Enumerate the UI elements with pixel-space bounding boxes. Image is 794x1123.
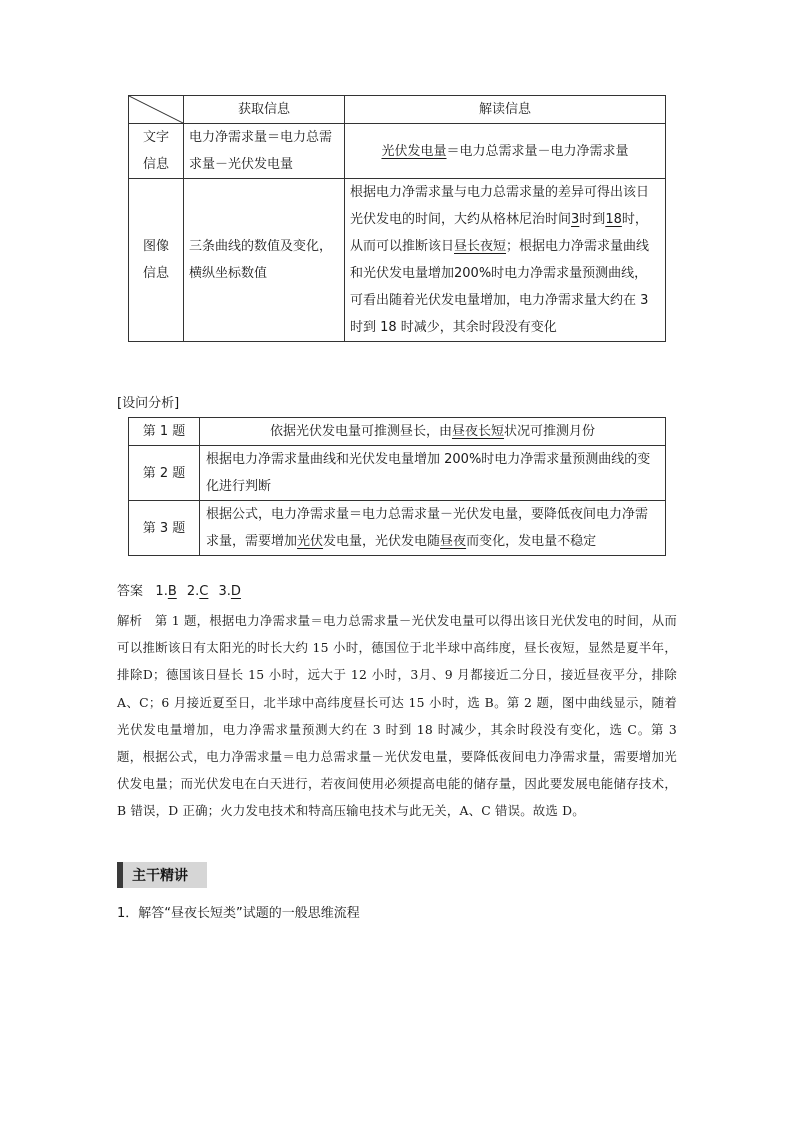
analysis-label: [设问分析] (117, 396, 180, 411)
question-label: 第 2 题 (129, 446, 200, 501)
interpret-text: 根据电力净需求量与电力总需求量的差异可得出该日光伏发电的时间，大约从格林尼治时间 (350, 185, 650, 227)
analysis-cell (200, 418, 666, 446)
header-interpret: 解读信息 (345, 96, 666, 124)
interpret-text: 时，从而可以推断该日 (350, 212, 648, 254)
section-banner (117, 862, 207, 888)
interpret-text: ；根据电力净需求量曲线和光伏发电量增加200%时电力净需求量预测曲线，可看出随着光伏发电量增加，电力净需求量大约在 3 时到 18 时减少，其余时段没有变化 (350, 239, 650, 335)
answer-line (117, 580, 247, 599)
analysis-text: 根据公式，电力净需求量＝电力总需求量－光伏发电量，要降低夜间电力净需求量，需要增加 (206, 507, 649, 549)
underlined-term: 18 (605, 212, 622, 227)
answer-value: D (230, 584, 241, 599)
explanation-text: 第 1 题，根据电力净需求量＝电力总需求量－光伏发电量可以得出该日光伏发电的时间，从而可以推断该日有太阳光的时长大约 15 小时，德国位于北半球中高纬度，昼长夜短，显然是夏半年，排除D；德国该日昼长 15 小时，远大于 12 小时，3月、9 月都接近二分日，接近昼夜平分，排除 A、C；6 月接近夏至日，北半球中高纬度昼长可达 15 小时，选 B。第 2 题，图中曲线显示，随着光伏发电量增加，电力净需求量预测大约在 3 时到 18 时减少，其余时段没有变化，选 C。第 3 题，根据公式，电力净需求量＝电力总需求量－光伏发电量，要降低夜间电力净需求量，需要增加光伏发电量；而光伏发电在白天进行，若夜间使用必须提高电能的储存量，因此要发展电能储存技术，B 错误，D 正确；火力发电技术和特高压输电技术与此无关，A、C 错误。故选 D。 (117, 613, 677, 819)
table-row (129, 124, 666, 179)
underlined-term: 昼长夜短 (454, 239, 507, 254)
answer-num: 2. (186, 584, 200, 599)
analysis-table (128, 417, 666, 556)
underlined-term: 3 (571, 212, 580, 227)
analysis-text: 发电量，光伏发电随 (323, 534, 441, 549)
underlined-term: 昼夜长短 (451, 424, 504, 439)
answer-value: B (167, 584, 177, 599)
interpret-text: 时到 (579, 212, 606, 227)
point-heading: 1．解答“昼夜长短类”试题的一般思维流程 (117, 906, 360, 921)
table-row (129, 418, 666, 446)
answer-label: 答案 (117, 584, 144, 599)
row-label: 文字 信息 (129, 124, 184, 179)
analysis-text: 而变化，发电量不稳定 (466, 534, 597, 549)
answer-num: 1. (155, 584, 168, 599)
underlined-term: 光伏发电量 (381, 143, 447, 159)
answer-value: C (199, 584, 209, 599)
table-header-row (129, 96, 666, 124)
underlined-term: 光伏 (297, 534, 324, 549)
question-label: 第 3 题 (129, 501, 200, 556)
underlined-term: 昼夜 (440, 534, 467, 549)
analysis-text: 状况可推测月份 (504, 424, 596, 439)
question-label: 第 1 题 (129, 418, 200, 446)
explanation-label: 解析 (117, 613, 143, 628)
interpret-cell (345, 179, 666, 342)
explanation (117, 607, 677, 825)
interpret-cell (345, 124, 666, 179)
table-row (129, 179, 666, 342)
table-row (129, 446, 666, 501)
info-table (128, 95, 666, 342)
answer-num: 3. (218, 584, 231, 599)
diagonal-line-icon (129, 96, 183, 123)
table-row (129, 501, 666, 556)
analysis-cell (200, 501, 666, 556)
acquire-cell: 电力净需求量＝电力总需求量－光伏发电量 (184, 124, 345, 179)
row-label: 图像 信息 (129, 179, 184, 342)
diagonal-header-cell (129, 96, 184, 124)
banner-title: 主干精讲 (132, 868, 188, 884)
acquire-cell: 三条曲线的数值及变化，横纵坐标数值 (184, 179, 345, 342)
analysis-text: 依据光伏发电量可推测昼长，由 (269, 424, 452, 439)
header-acquire: 获取信息 (184, 96, 345, 124)
analysis-cell: 根据电力净需求量曲线和光伏发电量增加 200%时电力净需求量预测曲线的变化进行判断 (200, 446, 666, 501)
banner-bar (117, 862, 123, 888)
interpret-text: ＝电力总需求量－电力净需求量 (446, 143, 629, 159)
